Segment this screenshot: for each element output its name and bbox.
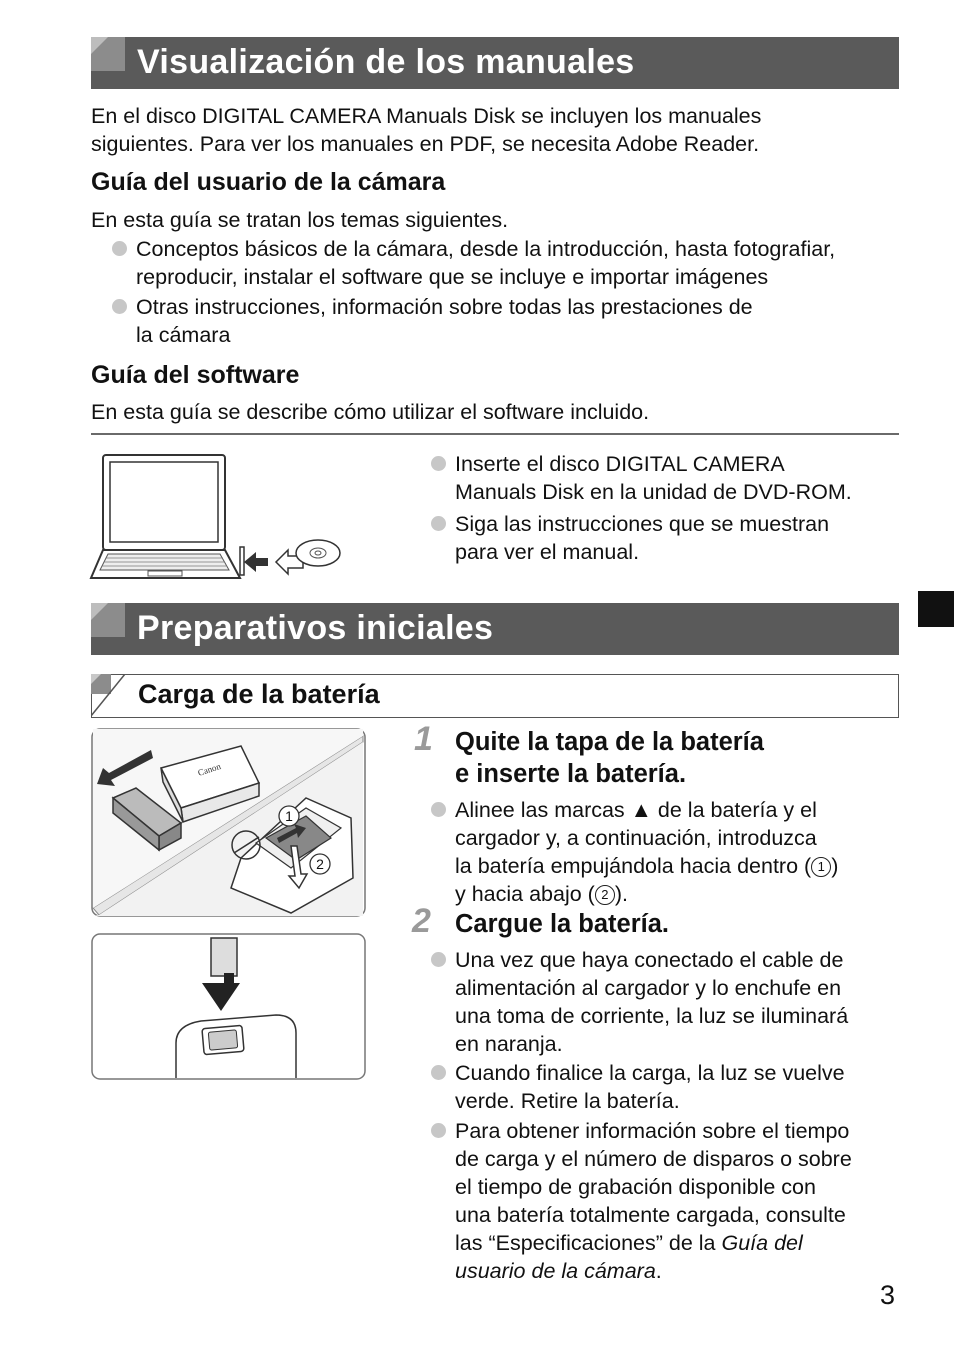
section-banner-manuals [91,37,899,89]
bullet-line: Inserte el disco DIGITAL CAMERA [455,452,785,476]
callout-number: 1 [285,808,293,824]
battery-brand-label: Canon [196,761,222,778]
bullet-line: alimentación al cargador y lo enchufe en [455,976,842,1000]
bullet-line: el tiempo de grabación disponible con [455,1175,816,1199]
circled-number: 1 [811,857,831,877]
software-guide-lead: En esta guía se describe cómo utilizar el software incluido. [91,400,650,424]
bullet-line: Alinee las marcas ▲ de la batería y el [455,798,817,822]
callout-number: 2 [316,856,324,872]
bullet-line: la cámara [136,323,231,347]
step-title: e inserte la batería. [455,760,687,788]
list-item [455,1117,852,1285]
bullet-line: Siga las instrucciones que se muestran [455,512,830,536]
list-item [455,1059,845,1115]
text-run: y hacia abajo ( [455,882,595,906]
bullet-line: Conceptos básicos de la cámara, desde la introducción, hasta fotografiar, [136,237,836,261]
subsection-corner-icon [91,674,131,718]
bullet-line: verde. Retire la batería. [455,1089,680,1113]
laptop-disc-illustration [88,450,348,585]
subsection-title: Carga de la batería [138,679,380,709]
bullet-icon [431,1065,446,1080]
list-item [455,946,848,1058]
charger-plug-illustration [91,933,367,1081]
section-title: Visualización de los manuales [137,43,635,81]
bullet-line: Manuals Disk en la unidad de DVD-ROM. [455,480,852,504]
guide-title-link-text: usuario de la cámara [455,1259,656,1283]
list-item [136,293,753,349]
bullet-line [455,1257,852,1285]
text-run: . [655,1259,662,1283]
bullet-icon [431,516,446,531]
bullet-icon [431,456,446,471]
list-item [455,450,852,506]
banner-corner-icon [91,37,108,54]
bullet-line: Para obtener información sobre el tiempo [455,1119,850,1143]
bullet-icon [431,952,446,967]
bullet-line: una batería totalmente cargada, consulte [455,1203,846,1227]
bullet-line: reproducir, instalar el software que se incluye e importar imágenes [136,265,769,289]
bullet-icon [112,299,127,314]
list-item [136,235,835,291]
divider [91,433,899,435]
guide-title-link-text: Guía del [721,1231,803,1255]
text-run: ) [831,854,839,878]
bullet-line: una toma de corriente, la luz se iluminará [455,1004,849,1028]
chapter-tab-marker [918,591,954,627]
section-title: Preparativos iniciales [137,609,494,647]
page-number: 3 [880,1280,896,1310]
battery-insert-illustration [91,728,367,918]
step-title: Quite la tapa de la batería [455,728,764,756]
text-run: la batería empujándola hacia dentro ( [455,854,812,878]
text-run: ). [614,882,628,906]
bullet-line [455,1229,852,1257]
step-title: Cargue la batería. [455,910,669,938]
camera-guide-lead: En esta guía se tratan los temas siguientes. [91,208,509,232]
camera-guide-heading: Guía del usuario de la cámara [91,168,446,196]
bullet-line [455,880,838,908]
text-run: las “Especificaciones” de la [455,1231,722,1255]
intro-line: En el disco DIGITAL CAMERA Manuals Disk se incluyen los manuales [91,104,762,128]
list-item [455,510,829,566]
bullet-icon [431,1123,446,1138]
bullet-line: Cuando finalice la carga, la luz se vuelve [455,1061,845,1085]
step-number: 2 [412,902,431,940]
banner-corner-icon [91,603,108,620]
bullet-line: en naranja. [455,1032,563,1056]
bullet-line: cargador y, a continuación, introduzca [455,826,817,850]
list-item [455,796,838,908]
bullet-line: para ver el manual. [455,540,640,564]
software-guide-heading: Guía del software [91,361,300,389]
step-number: 1 [414,720,433,758]
section-banner-preparation [91,603,899,655]
subsection-banner [91,674,899,718]
bullet-line: de carga y el número de disparos o sobre [455,1147,852,1171]
bullet-icon [112,241,127,256]
intro-line: siguientes. Para ver los manuales en PDF, se necesita Adobe Reader. [91,132,760,156]
bullet-line: Una vez que haya conectado el cable de [455,948,844,972]
bullet-line: Otras instrucciones, información sobre todas las prestaciones de [136,295,753,319]
bullet-line [455,852,838,880]
bullet-icon [431,802,446,817]
circled-number: 2 [595,885,615,905]
